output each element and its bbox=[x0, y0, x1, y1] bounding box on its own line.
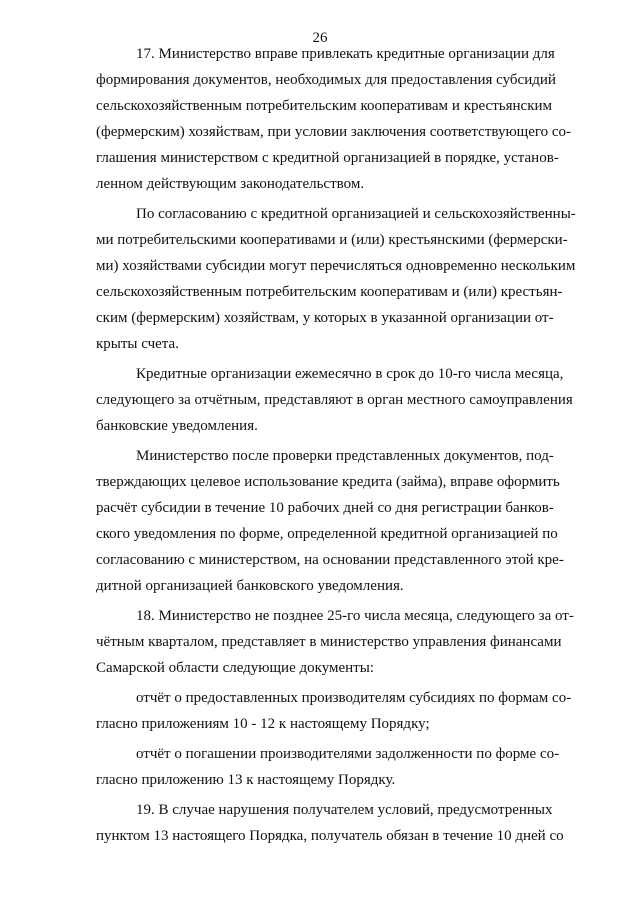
text-line: 17. Министерство вправе привлекать кредитные организации для bbox=[136, 46, 555, 62]
text-line: ленном действующим законодательством. bbox=[96, 176, 365, 192]
paragraph-p18b bbox=[96, 741, 560, 793]
text-line: тверждающих целевое использование кредита (займа), вправе оформить bbox=[96, 474, 560, 490]
text-line: (фермерским) хозяйствам, при условии заключения соответствующего со- bbox=[96, 124, 572, 140]
text-line: пунктом 13 настоящего Порядка, получатель обязан в течение 10 дней со bbox=[96, 828, 564, 844]
document-body bbox=[96, 41, 576, 853]
paragraph-p17c bbox=[96, 361, 573, 439]
page-number: 26 bbox=[312, 30, 328, 46]
text-line: ми потребительскими кооперативами и (или) крестьянскими (фермерски- bbox=[96, 232, 568, 248]
paragraph-p18a bbox=[96, 685, 572, 737]
text-line: гласно приложениям 10 - 12 к настоящему Порядку; bbox=[96, 716, 430, 732]
text-line: отчёт о предоставленных производителям субсидиях по формам со- bbox=[136, 690, 572, 706]
text-line: сельскохозяйственным потребительским кооперативам и (или) крестьян- bbox=[96, 284, 563, 300]
text-line: крыты счета. bbox=[96, 336, 179, 352]
text-line: ского уведомления по форме, определенной кредитной организацией по bbox=[96, 526, 558, 542]
text-line: 18. Министерство не позднее 25-го числа месяца, следующего за от- bbox=[136, 608, 574, 624]
text-line: отчёт о погашении производителями задолженности по форме со- bbox=[136, 746, 560, 762]
text-line: формирования документов, необходимых для предоставления субсидий bbox=[96, 72, 556, 88]
text-line: По согласованию с кредитной организацией и сельскохозяйственны- bbox=[136, 206, 576, 222]
text-line: сельскохозяйственным потребительским кооперативам и крестьянским bbox=[96, 98, 552, 114]
paragraph-p17d bbox=[96, 443, 564, 599]
text-line: Кредитные организации ежемесячно в срок до 10-го числа месяца, bbox=[136, 366, 564, 382]
paragraph-p18 bbox=[96, 603, 574, 681]
text-line: гласно приложению 13 к настоящему Порядку. bbox=[96, 772, 396, 788]
text-line: глашения министерством с кредитной организацией в порядке, установ- bbox=[96, 150, 559, 166]
text-line: ским (фермерским) хозяйствам, у которых в указанной организации от- bbox=[96, 310, 554, 326]
text-line: следующего за отчётным, представляют в орган местного самоуправления bbox=[96, 392, 573, 408]
text-line: чётным кварталом, представляет в министерство управления финансами bbox=[96, 634, 562, 650]
text-line: банковские уведомления. bbox=[96, 418, 258, 434]
text-line: расчёт субсидии в течение 10 рабочих дней со дня регистрации банков- bbox=[96, 500, 554, 516]
paragraph-p17 bbox=[96, 41, 572, 197]
paragraph-p17b bbox=[96, 201, 576, 357]
text-line: согласованию с министерством, на основании представленного этой кре- bbox=[96, 552, 564, 568]
paragraph-p19 bbox=[96, 797, 564, 849]
text-line: дитной организацией банковского уведомления. bbox=[96, 578, 404, 594]
text-line: Министерство после проверки представленных документов, под- bbox=[136, 448, 554, 464]
text-line: Самарской области следующие документы: bbox=[96, 660, 374, 676]
text-line: 19. В случае нарушения получателем условий, предусмотренных bbox=[136, 802, 553, 818]
text-line: ми) хозяйствами субсидии могут перечисляться одновременно нескольким bbox=[96, 258, 576, 274]
